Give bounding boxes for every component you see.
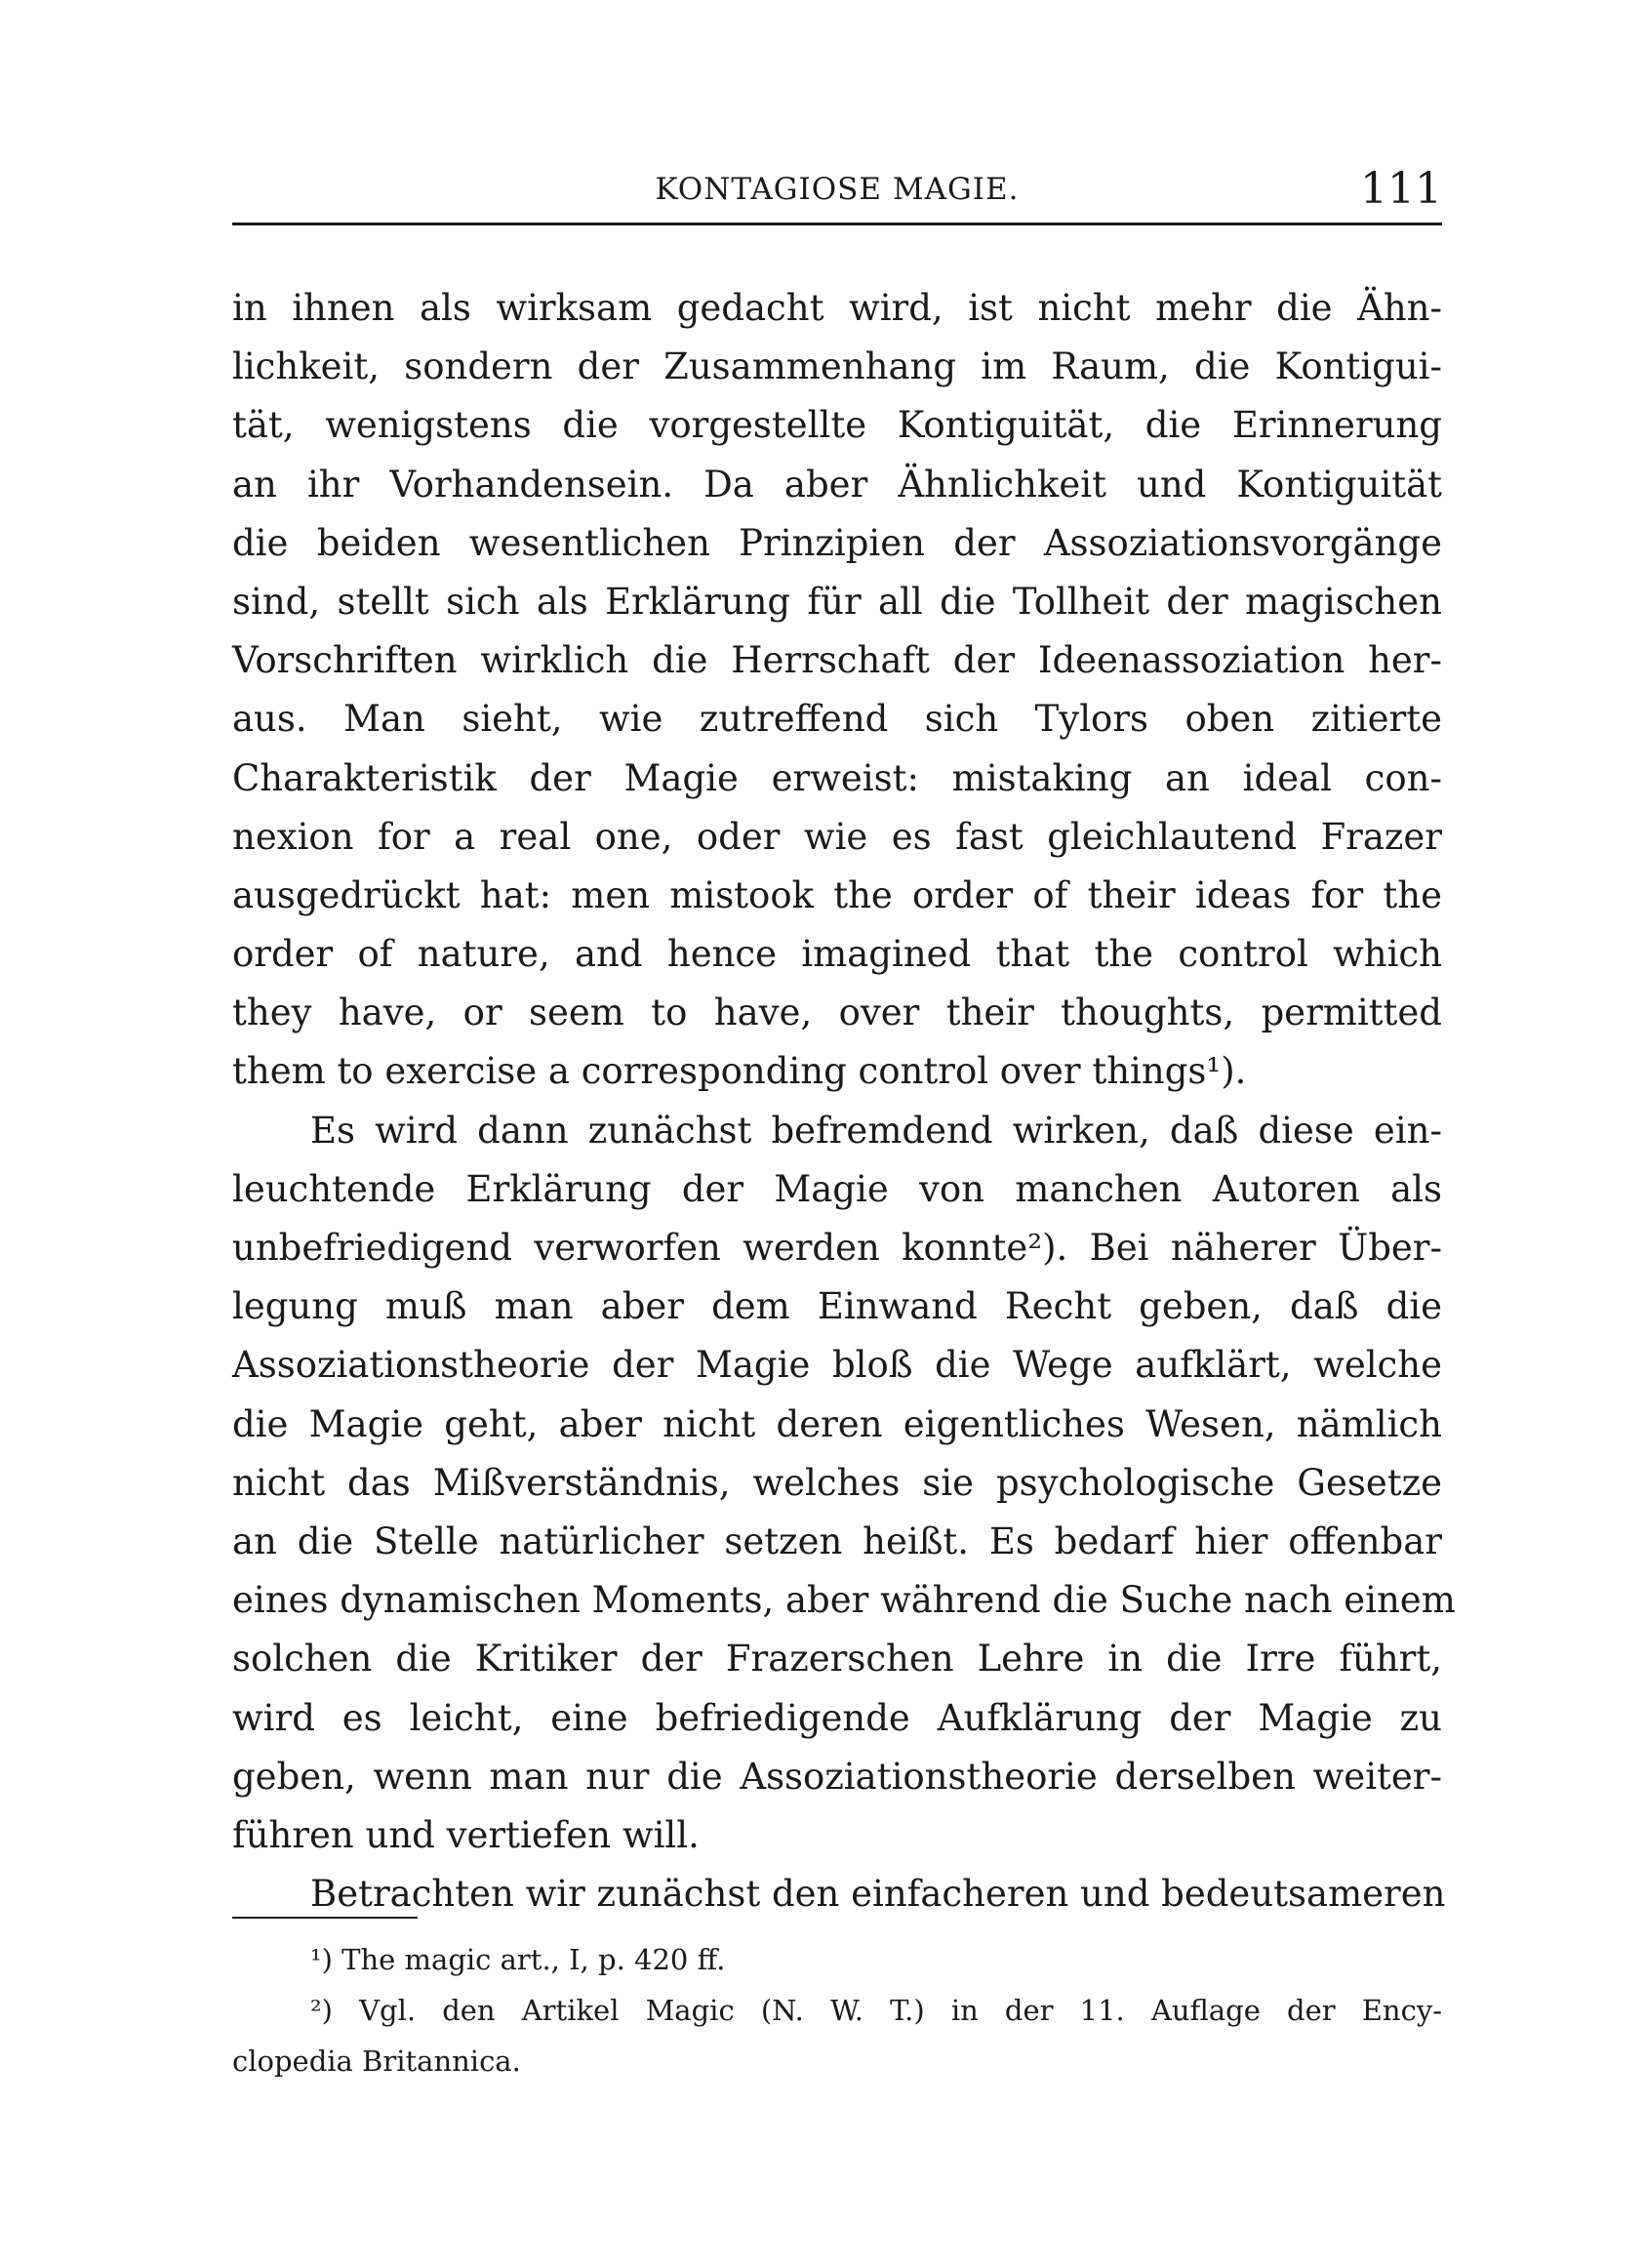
text-line: eines dynamischen Moments, aber während die Suche nach einem <box>232 1579 1456 1622</box>
header-rule <box>232 223 1442 225</box>
text-line: die beiden wesentlichen Prinzipien der Assoziationsvorgänge <box>232 521 1442 564</box>
text-line: order of nature, and hence imagined that the control which <box>232 933 1442 976</box>
footnote-line: clopedia Britannica. <box>232 2045 521 2078</box>
text-line: aus. Man sieht, wie zutreffend sich Tylors oben zitierte <box>232 698 1442 741</box>
running-head <box>232 164 1442 223</box>
text-line: ausgedrückt hat: men mistook the order of their ideas for the <box>232 873 1442 916</box>
text-line: lichkeit, sondern der Zusammenhang im Raum, die Kontigui- <box>232 345 1442 388</box>
text-line: Betrachten wir zunächst den einfacheren und bedeutsameren <box>310 1873 1446 1916</box>
text-line: an die Stelle natürlicher setzen heißt. Es bedarf hier offenbar <box>232 1519 1442 1562</box>
text-line: Assoziationstheorie der Magie bloß die Wege aufklärt, welche <box>232 1344 1442 1387</box>
text-line: Charakteristik der Magie erweist: mistaking an ideal con- <box>232 756 1442 799</box>
text-line: geben, wenn man nur die Assoziationstheorie derselben weiter- <box>232 1755 1442 1798</box>
text-line: Es wird dann zunächst befremdend wirken, daß diese ein- <box>310 1109 1442 1152</box>
body-text <box>232 279 1456 1924</box>
page-number: 111 <box>1360 164 1442 214</box>
text-line: führen und vertiefen will. <box>232 1813 700 1856</box>
text-line: leuchtende Erklärung der Magie von manchen Autoren als <box>232 1167 1442 1210</box>
footnote-line: ¹) The magic art., I, p. 420 ff. <box>310 1943 726 1976</box>
text-line: an ihr Vorhandensein. Da aber Ähnlichkeit und Kontiguität <box>232 463 1442 506</box>
running-title: KONTAGIOSE MAGIE. <box>655 172 1020 207</box>
text-line: tät, wenigstens die vorgestellte Kontiguität, die Erinnerung <box>232 404 1442 447</box>
text-line: Vorschriften wirklich die Herrschaft der Ideenassoziation her- <box>232 639 1442 682</box>
text-line: wird es leicht, eine befriedigende Aufklärung der Magie zu <box>232 1696 1442 1739</box>
text-line: unbefriedigend verworfen werden konnte²). Bei näherer Über- <box>232 1227 1442 1269</box>
text-line: sind, stellt sich als Erklärung für all die Tollheit der magischen <box>232 580 1442 623</box>
text-line: die Magie geht, aber nicht deren eigentliches Wesen, nämlich <box>232 1402 1442 1445</box>
text-line: nexion for a real one, oder wie es fast gleichlautend Frazer <box>232 815 1442 858</box>
text-line: they have, or seem to have, over their thoughts, permitted <box>232 992 1442 1034</box>
text-line: legung muß man aber dem Einwand Recht geben, daß die <box>232 1285 1442 1328</box>
text-line: nicht das Mißverständnis, welches sie psychologische Gesetze <box>232 1461 1442 1504</box>
text-line: in ihnen als wirksam gedacht wird, ist nicht mehr die Ähn- <box>232 287 1442 329</box>
footnote-rule <box>232 1917 418 1919</box>
text-line: solchen die Kritiker der Frazerschen Lehre in die Irre führt, <box>232 1638 1442 1681</box>
footnote-line: ²) Vgl. den Artikel Magic (N. W. T.) in der 11. Auflage der Ency- <box>310 1994 1442 2027</box>
footnotes <box>232 1934 1442 2086</box>
text-line: them to exercise a corresponding control over things¹). <box>232 1050 1247 1093</box>
